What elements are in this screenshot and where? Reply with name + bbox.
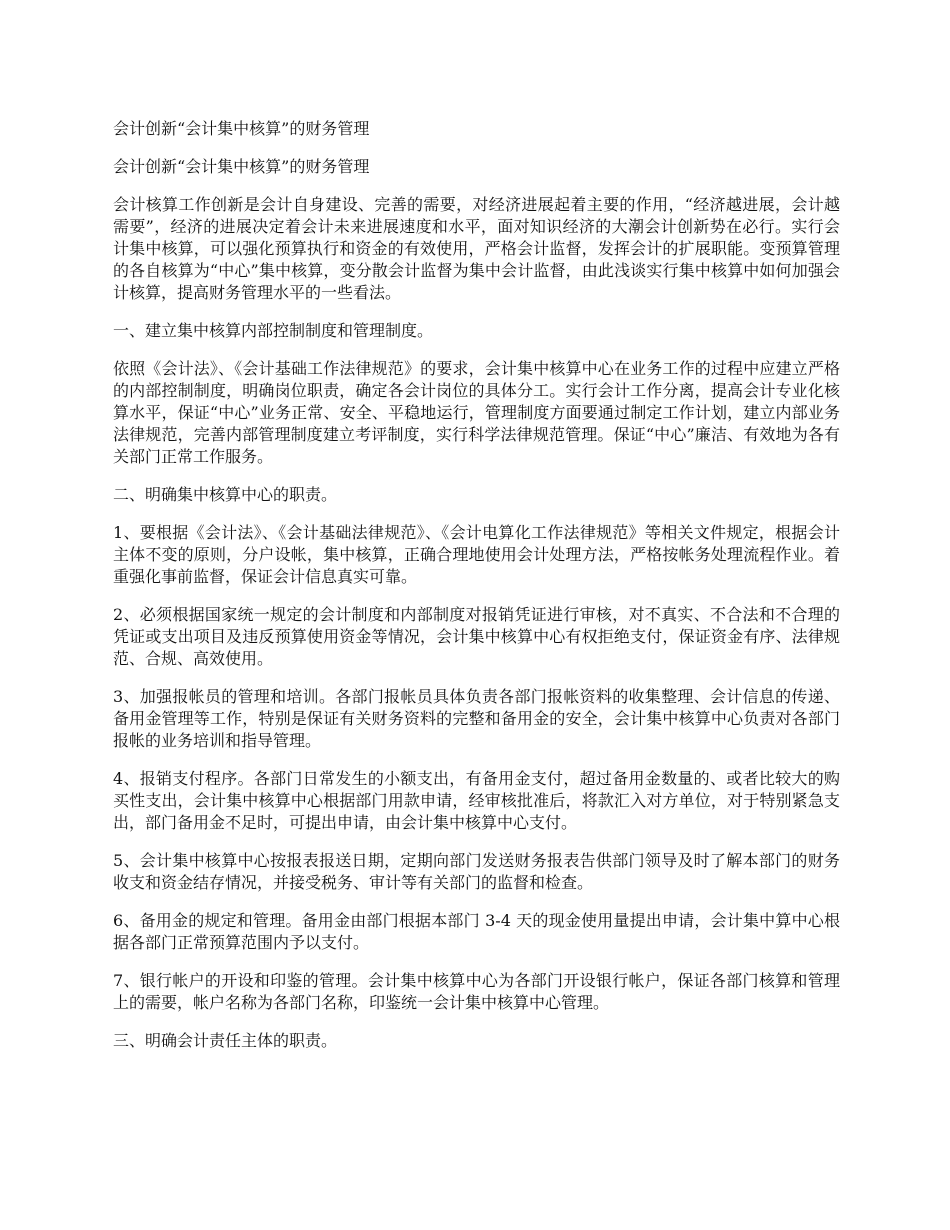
intro-paragraph: 会计核算工作创新是会计自身建设、完善的需要，对经济进展起着主要的作用，“经济越进展，会计越需要”，经济的进展决定着会计未来进展速度和水平，面对知识经济的大潮会计创新势在必行。实行会计集中核算，可以强化预算执行和资金的有效使用，严格会计监督，发挥会计的扩展职能。变预算管理的各自核算为“中心”集中核算，变分散会计监督为集中会计监督，由此浅谈实行集中核算中如何加强会计核算，提高财务管理水平的一些看法。 xyxy=(113,195,840,302)
item-4-paragraph: 4、报销支付程序。各部门日常发生的小额支出，有备用金支付，超过备用金数量的、或者比较大的购买性支出，会计集中核算中心根据部门用款申请，经审核批准后，将款汇入对方单位，对于特别紧急支出，部门备用金不足时，可提出申请，由会计集中核算中心支付。 xyxy=(113,769,840,832)
item-3-paragraph: 3、加强报帐员的管理和培训。各部门报帐员具体负责各部门报帐资料的收集整理、会计信息的传递、备用金管理等工作，特别是保证有关财务资料的完整和备用金的安全，会计集中核算中心负责对各部门报帐的业务培训和指导管理。 xyxy=(113,687,840,750)
item-7-paragraph: 7、银行帐户的开设和印鉴的管理。会计集中核算中心为各部门开设银行帐户，保证各部门核算和管理上的需要，帐户名称为各部门名称，印鉴统一会计集中核算中心管理。 xyxy=(113,971,840,1012)
section-heading-3: 三、明确会计责任主体的职责。 xyxy=(113,1031,338,1050)
doc-subtitle: 会计创新“会计集中核算”的财务管理 xyxy=(113,157,370,176)
item-2-paragraph: 2、必须根据国家统一规定的会计制度和内部制度对报销凭证进行审核，对不真实、不合法和不合理的凭证或支出项目及违反预算使用资金等情况，会计集中核算中心有权拒绝支付，保证资金有序、法律规范、合规、高效使用。 xyxy=(113,605,840,668)
section-heading-1: 一、建立集中核算内部控制制度和管理制度。 xyxy=(113,321,434,340)
item-6-paragraph: 6、备用金的规定和管理。备用金由部门根据本部门 3-4 天的现金使用量提出申请，会计集中算中心根据各部门正常预算范围内予以支付。 xyxy=(113,911,840,952)
item-5-paragraph: 5、会计集中核算中心按报表报送日期，定期向部门发送财务报表告供部门领导及时了解本部门的财务收支和资金结存情况，并接受税务、审计等有关部门的监督和检查。 xyxy=(113,851,840,892)
item-1-paragraph: 1、要根据《会计法》、《会计基础法律规范》、《会计电算化工作法律规范》等相关文件规定，根据会计主体不变的原则，分户设帐，集中核算，正确合理地使用会计处理方法，严格按帐务处理流程作业。着重强化事前监督，保证会计信息真实可靠。 xyxy=(113,523,840,586)
section-heading-2: 二、明确集中核算中心的职责。 xyxy=(113,485,338,504)
section-1-paragraph: 依照《会计法》、《会计基础工作法律规范》的要求，会计集中核算中心在业务工作的过程中应建立严格的内部控制制度，明确岗位职责，确定各会计岗位的具体分工。实行会计工作分离，提高会计专业化核算水平，保证“中心”业务正常、安全、平稳地运行，管理制度方面要通过制定工作计划，建立内部业务法律规范，完善内部管理制度建立考评制度，实行科学法律规范管理。保证“中心”廉洁、有效地为各有关部门正常工作服务。 xyxy=(113,359,840,466)
doc-title: 会计创新“会计集中核算”的财务管理 xyxy=(113,119,370,138)
